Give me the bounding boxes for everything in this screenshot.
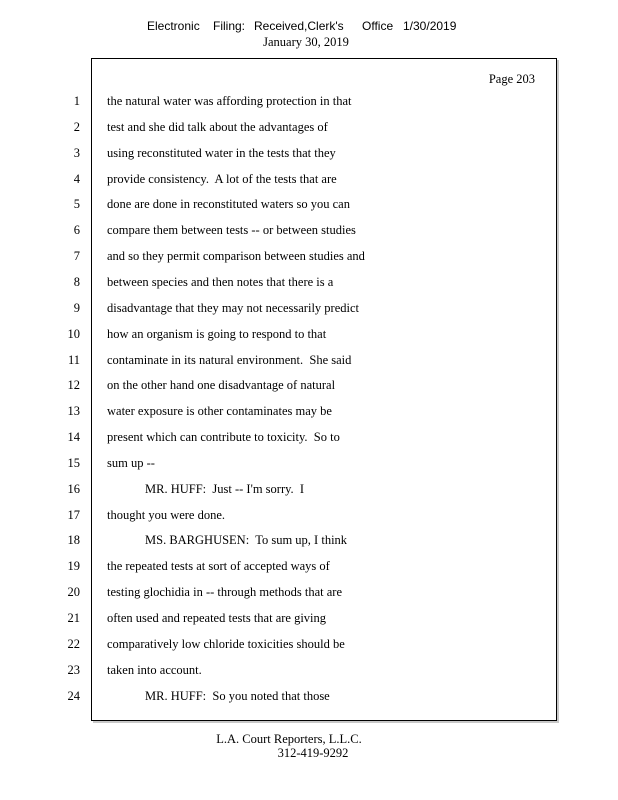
line-number: 15 [67, 456, 80, 470]
transcript-line-text: contaminate in its natural environment. She said [107, 353, 352, 367]
line-number: 9 [73, 301, 80, 315]
line-number: 3 [73, 146, 80, 160]
line-number: 16 [67, 482, 80, 496]
filing-date: January 30, 2019 [263, 35, 349, 49]
transcript-line-text: disadvantage that they may not necessarily predict [107, 301, 359, 315]
filing-stamp-word: Office [362, 19, 394, 33]
filing-stamp-word: 1/30/2019 [403, 19, 457, 33]
court-reporter-phone: 312-419-9292 [277, 746, 349, 760]
transcript-line-text: done are done in reconstituted waters so you can [107, 197, 350, 211]
page-number: Page 203 [488, 72, 535, 86]
court-reporter-name: L.A. Court Reporters, L.L.C. [216, 732, 362, 746]
line-number: 1 [73, 94, 80, 108]
transcript-line-text: provide consistency. A lot of the tests that are [107, 172, 337, 186]
transcript-line-text: comparatively low chloride toxicities should be [107, 637, 345, 651]
transcript-line-text: test and she did talk about the advantages of [107, 120, 328, 134]
line-number: 22 [67, 637, 80, 651]
transcript-line-text: present which can contribute to toxicity. So to [107, 430, 340, 444]
transcript-line-text: the natural water was affording protection in that [107, 94, 352, 108]
filing-stamp-word: Received,Clerk's [254, 19, 344, 33]
line-number: 8 [73, 275, 80, 289]
line-number: 23 [67, 663, 80, 677]
line-number: 12 [67, 378, 80, 392]
transcript-line-text: often used and repeated tests that are giving [107, 611, 327, 625]
transcript-line-text: MR. HUFF: So you noted that those [145, 689, 330, 703]
line-number: 19 [67, 559, 80, 573]
transcript-line-text: sum up -- [107, 456, 155, 470]
line-number: 4 [73, 172, 80, 186]
line-number: 2 [73, 120, 80, 134]
line-number: 6 [73, 223, 80, 237]
filing-stamp-word: Electronic [147, 19, 200, 33]
transcript-line-text: and so they permit comparison between studies and [107, 249, 365, 263]
line-number: 17 [67, 508, 80, 522]
line-number: 10 [67, 327, 80, 341]
transcript-line-text: thought you were done. [107, 508, 226, 522]
transcript-line-text: MS. BARGHUSEN: To sum up, I think [145, 533, 348, 547]
line-number: 24 [67, 689, 80, 703]
filing-stamp-word: Filing: [213, 19, 246, 33]
line-number: 18 [67, 533, 80, 547]
line-number: 21 [67, 611, 80, 625]
transcript-line-text: using reconstituted water in the tests that they [107, 146, 336, 160]
line-number: 14 [67, 430, 80, 444]
transcript-line-text: between species and then notes that there is a [107, 275, 334, 289]
transcript-line-text: taken into account. [107, 663, 202, 677]
line-number: 20 [67, 585, 80, 599]
line-number: 11 [67, 353, 80, 367]
line-number: 5 [73, 197, 80, 211]
transcript-line-text: the repeated tests at sort of accepted ways of [107, 559, 330, 573]
transcript-line-text: MR. HUFF: Just -- I'm sorry. I [145, 482, 305, 496]
transcript-line-text: on the other hand one disadvantage of natural [107, 378, 336, 392]
transcript-line-text: water exposure is other contaminates may be [107, 404, 332, 418]
line-number: 7 [73, 249, 80, 263]
transcript-line-text: testing glochidia in -- through methods that are [107, 585, 343, 599]
transcript-line-text: compare them between tests -- or between studies [107, 223, 356, 237]
transcript-line-text: how an organism is going to respond to that [107, 327, 327, 341]
line-number: 13 [67, 404, 80, 418]
